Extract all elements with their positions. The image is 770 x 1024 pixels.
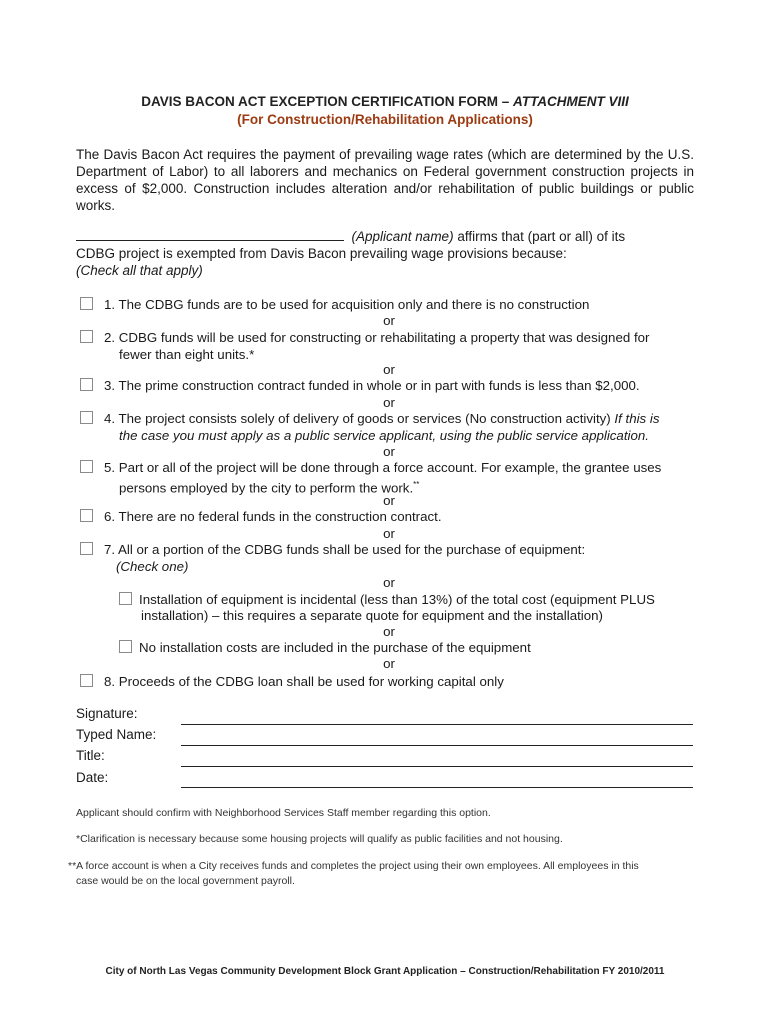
option-5-label: 5. Part or all of the project will be done through a force account. For example, the grantee uses xyxy=(104,460,662,475)
intro-paragraph: The Davis Bacon Act requires the payment of prevailing wage rates (which are determined by the U.S. Department of Labor) to all laborers and mechanics on Federal government construction projects in excess of $2,000. Construction includes alteration and/or rehabilitation of public buildings or public works. xyxy=(76,147,694,213)
signature-line[interactable] xyxy=(181,724,693,725)
option-6-label: 6. There are no federal funds in the construction contract. xyxy=(104,509,442,524)
option-7a-checkbox[interactable] xyxy=(119,592,132,605)
option-7a-label: Installation of equipment is incidental (less than 13%) of the total cost (equipment PLUS xyxy=(139,592,655,607)
form-title-main: DAVIS BACON ACT EXCEPTION CERTIFICATION FORM – xyxy=(141,94,513,109)
option-4-text: 4. The project consists solely of delivery of goods or services (No construction activity) xyxy=(104,411,615,426)
check-all-instruction: (Check all that apply) xyxy=(76,263,203,278)
option-7b-label: No installation costs are included in the purchase of the equipment xyxy=(139,640,531,655)
note-applicant-confirm: Applicant should confirm with Neighborhood Services Staff member regarding this option. xyxy=(76,807,491,819)
date-line[interactable] xyxy=(181,787,693,788)
or-separator: or xyxy=(383,313,395,328)
form-title-attachment: ATTACHMENT VIII xyxy=(513,94,629,109)
option-7-label: 7. All or a portion of the CDBG funds shall be used for the purchase of equipment: xyxy=(104,542,586,557)
or-separator: or xyxy=(383,493,395,508)
option-8-checkbox[interactable] xyxy=(80,674,93,687)
option-2-label: 2. CDBG funds will be used for constructing or rehabilitating a property that was designed for xyxy=(104,330,650,345)
option-5-checkbox[interactable] xyxy=(80,460,93,473)
option-4-label xyxy=(104,410,660,427)
or-separator: or xyxy=(383,526,395,541)
applicant-name-label: (Applicant name) xyxy=(351,229,454,244)
note-force-account: **A force account is when a City receives funds and completes the project using their own employees. All employees in this xyxy=(68,860,639,872)
check-one-instruction: (Check one) xyxy=(116,559,189,574)
page-footer: City of North Las Vegas Community Development Block Grant Application – Construction/Rehabilitation FY 2010/2011 xyxy=(105,966,665,977)
or-separator: or xyxy=(383,395,395,410)
affirm-text: affirms that (part or all) of its xyxy=(453,229,626,244)
applicant-name-field[interactable] xyxy=(76,228,344,241)
option-1-checkbox[interactable] xyxy=(80,297,93,310)
or-separator: or xyxy=(383,656,395,671)
option-8-label: 8. Proceeds of the CDBG loan shall be used for working capital only xyxy=(104,674,504,689)
title-label: Title: xyxy=(76,748,105,763)
option-3-label: 3. The prime construction contract funded in whole or in part with funds is less than $2,000. xyxy=(104,378,640,393)
affirmation-line-2: CDBG project is exempted from Davis Bacon prevailing wage provisions because: xyxy=(76,246,567,261)
option-4-label-cont: the case you must apply as a public service applicant, using the public service application. xyxy=(119,428,649,443)
option-1-label: 1. The CDBG funds are to be used for acquisition only and there is no construction xyxy=(104,297,590,312)
signature-label: Signature: xyxy=(76,706,138,721)
affirmation-line-1 xyxy=(76,228,694,245)
note-clarification: *Clarification is necessary because some housing projects will qualify as public facilities and not housing. xyxy=(76,833,563,845)
option-7-checkbox[interactable] xyxy=(80,542,93,555)
typed-name-line[interactable] xyxy=(181,745,693,746)
title-line[interactable] xyxy=(181,766,693,767)
option-5-text: persons employed by the city to perform the work. xyxy=(119,480,414,496)
typed-name-label: Typed Name: xyxy=(76,727,157,742)
option-2-label-cont: fewer than eight units.* xyxy=(119,347,255,362)
date-label: Date: xyxy=(76,770,109,785)
note-force-account-cont: case would be on the local government payroll. xyxy=(76,875,295,887)
form-title xyxy=(0,94,770,109)
or-separator: or xyxy=(383,444,395,459)
option-7b-checkbox[interactable] xyxy=(119,640,132,653)
or-separator: or xyxy=(383,575,395,590)
option-2-checkbox[interactable] xyxy=(80,330,93,343)
option-3-checkbox[interactable] xyxy=(80,378,93,391)
affirmation-block xyxy=(76,228,694,279)
option-4-italic: If this is xyxy=(614,411,660,426)
option-4-checkbox[interactable] xyxy=(80,411,93,424)
or-separator: or xyxy=(383,362,395,377)
option-7a-label-cont: installation) – this requires a separate quote for equipment and the installation) xyxy=(141,608,603,623)
option-6-checkbox[interactable] xyxy=(80,509,93,522)
option-5-footnote-mark: ** xyxy=(413,480,420,489)
or-separator: or xyxy=(383,624,395,639)
form-subtitle: (For Construction/Rehabilitation Applications) xyxy=(237,112,533,127)
